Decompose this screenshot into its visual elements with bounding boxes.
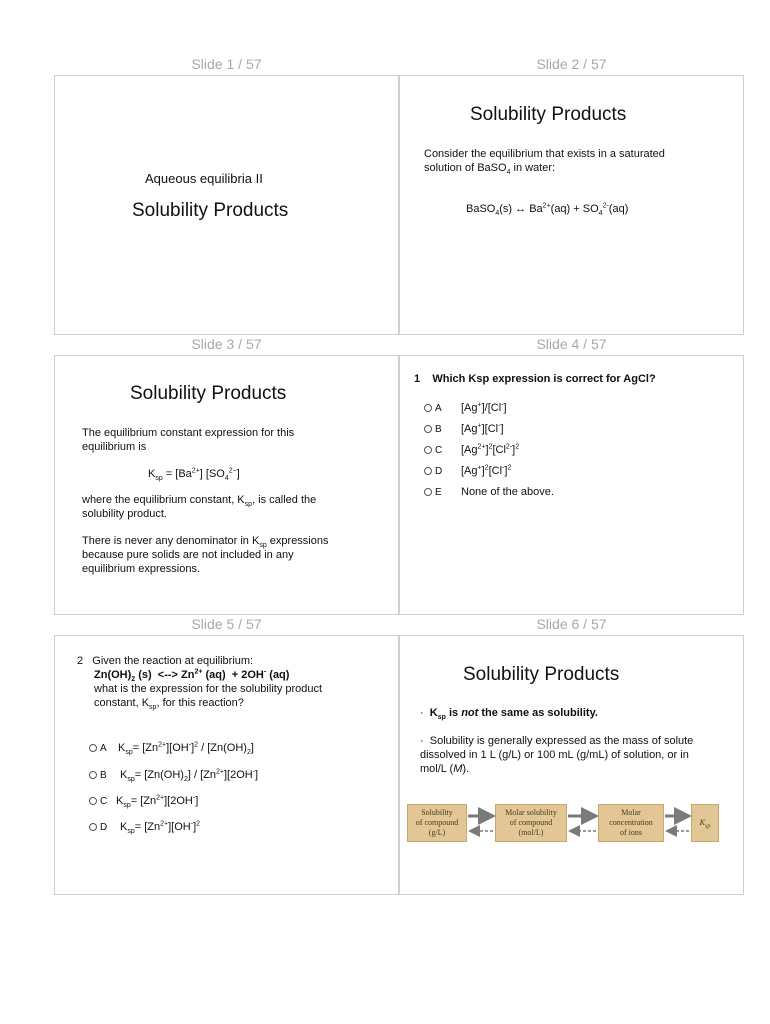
- slide-3: [54, 355, 399, 615]
- slide-label: Slide 5 / 57: [191, 616, 262, 632]
- slide-label: Slide 6 / 57: [536, 616, 607, 632]
- bullet-point: · Solubility is generally expressed as the mass of solute dissolved in 1 L (g/L) or 100 mL (g/mL) of solution, or in mol/L (M).: [420, 735, 694, 775]
- solubility-flow-diagram: [407, 804, 719, 842]
- slide-1: [54, 75, 399, 335]
- option-text: $K_{sp}= [Zn^{2+}][2OH^-]$: [116, 794, 199, 810]
- question: 2 Given the reaction at equilibrium: $Zn(OH)_2$ (s) <--> $Zn^{2+}$ (aq) + 2OH- (aq) what is the expression for the solubility product constant, $K_{sp}$, for this reaction?: [77, 655, 323, 712]
- slide-text: The equilibrium constant expression for this equilibrium is: [82, 427, 295, 453]
- slide-subtitle: Aqueous equilibria II: [145, 171, 263, 186]
- answer-option-e[interactable]: E None of the above.: [424, 486, 554, 498]
- answer-option-d[interactable]: D $[Ag^+]^2[Cl^-]^2$: [424, 465, 511, 477]
- bullet-point: · $K_{sp}$ is not the same as solubility.: [420, 707, 598, 722]
- slide-label: Slide 1 / 57: [191, 56, 262, 72]
- slide-4: [399, 355, 744, 615]
- flow-arrows: [407, 804, 719, 842]
- answer-option-b[interactable]: B $K_{sp}= [Zn(OH)_2] / [Zn^{2+}][2OH^-]$: [89, 769, 258, 781]
- radio-icon: [424, 425, 432, 433]
- slide-5: [54, 635, 399, 895]
- answer-option-d[interactable]: D $K_{sp}= [Zn^{2+}][OH^-]^2$: [89, 821, 200, 833]
- radio-icon: [89, 744, 97, 752]
- slide-label: Slide 2 / 57: [536, 56, 607, 72]
- slide-title: Solubility Products: [130, 383, 287, 404]
- slide-title: Solubility Products: [463, 664, 620, 685]
- answer-option-c[interactable]: C $[Ag^{2+}]^2[Cl^{2-}]^2$: [424, 444, 519, 456]
- slide-6: [399, 635, 744, 895]
- option-text: $K_{sp}= [Zn^{2+}][OH^-]^2 / [Zn(OH)_2]$: [118, 741, 254, 757]
- option-text: $K_{sp}= [Zn^{2+}][OH^-]^2$: [120, 820, 201, 836]
- slide-2: [399, 75, 744, 335]
- flow-box-solubility: Solubility of compound (g/L): [407, 804, 467, 842]
- radio-icon: [89, 823, 97, 831]
- slide-text: Consider the equilibrium that exists in a saturated solution of BaSO$_4$ in water:: [424, 148, 665, 177]
- slide-text: There is never any denominator in $K_{sp}$ expressions because pure solids are not included in any equilibrium expressions.: [82, 535, 329, 575]
- slide-label: Slide 3 / 57: [191, 336, 262, 352]
- option-text: [Ag+]/[Cl-]: [461, 401, 507, 414]
- answer-option-c[interactable]: C $K_{sp}= [Zn^{2+}][2OH^-]$: [89, 795, 198, 807]
- equation: BaSO$_4$(s) ↔ $Ba^{2+}(aq) + SO_4^{2-}(aq)$: [466, 202, 629, 218]
- radio-icon: [424, 488, 432, 496]
- answer-option-a[interactable]: A $K_{sp}= [Zn^{2+}][OH^-]^2 / [Zn(OH)_2]$: [89, 742, 254, 754]
- slide-label: Slide 4 / 57: [536, 336, 607, 352]
- answer-option-a[interactable]: A [Ag+]/[Cl-]: [424, 402, 507, 414]
- flow-box-ksp: $K_{sp}$: [691, 804, 719, 842]
- slide-text: where the equilibrium constant, $K_{sp}$, is called the solubility product.: [82, 494, 317, 520]
- option-text: $[Ag^+]^2[Cl^-]^2$: [461, 464, 512, 477]
- option-text: [Ag+][Cl-]: [461, 422, 504, 435]
- option-text: None of the above.: [461, 486, 554, 498]
- option-text: $[Ag^{2+}]^2[Cl^{2-}]^2$: [461, 443, 520, 456]
- radio-icon: [424, 446, 432, 454]
- radio-icon: [89, 797, 97, 805]
- ksp-expression: $K_{sp} = [Ba^{2+}]$ $[SO_4^{2-}]$: [148, 467, 240, 483]
- slide-title: Solubility Products: [470, 104, 627, 125]
- flow-box-molar-solubility: Molar solubility of compound (mol/L): [495, 804, 567, 842]
- slide-title: Solubility Products: [132, 200, 289, 221]
- option-text: $K_{sp}= [Zn(OH)_2] / [Zn^{2+}][2OH^-]$: [120, 768, 259, 784]
- answer-option-b[interactable]: B [Ag+][Cl-]: [424, 423, 504, 435]
- radio-icon: [89, 771, 97, 779]
- flow-box-molar-concentration: Molar concentration of ions: [598, 804, 664, 842]
- question: 1 Which Ksp expression is correct for AgCl?: [414, 373, 656, 385]
- radio-icon: [424, 467, 432, 475]
- radio-icon: [424, 404, 432, 412]
